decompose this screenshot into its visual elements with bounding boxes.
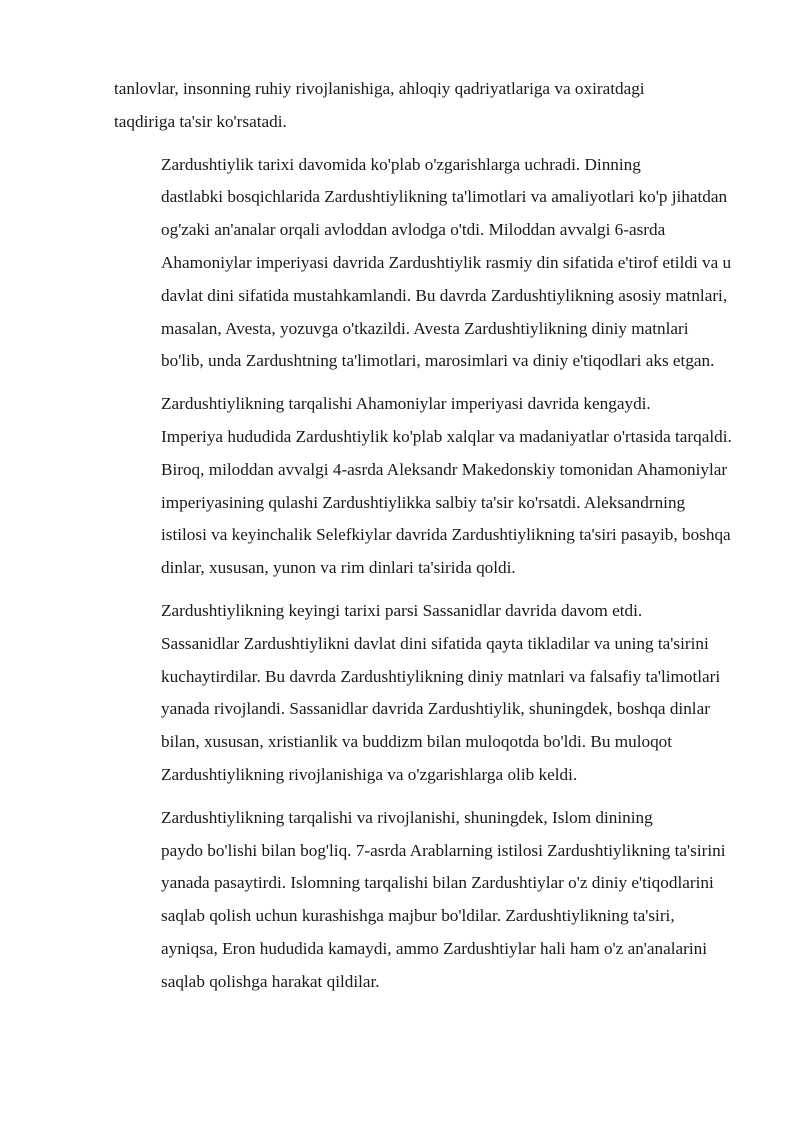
text-line: ayniqsa, Eron hududida kamaydi, ammo Zardushtiylar hali ham o'z an'analarini — [161, 938, 708, 958]
text-line: Zardushtiylikning keyingi tarixi parsi Sassanidlar davrida davom etdi. — [161, 600, 643, 620]
text-line: masalan, Avesta, yozuvga o'tkazildi. Avesta Zardushtiylikning diniy matnlari — [161, 318, 689, 338]
text-line: Imperiya hududida Zardushtiylik ko'plab xalqlar va madaniyatlar o'rtasida tarqaldi. — [161, 426, 732, 446]
text-line: kuchaytirdilar. Bu davrda Zardushtiylikning diniy matnlari va falsafiy ta'limotlari — [161, 666, 721, 686]
text-line: Biroq, miloddan avvalgi 4-asrda Aleksandr Makedonskiy tomonidan Ahamoniylar — [161, 459, 728, 479]
paragraph-continuation — [114, 73, 740, 139]
text-line: og'zaki an'analar orqali avloddan avlodga o'tdi. Miloddan avvalgi 6-asrda — [161, 220, 666, 240]
text-line: dastlabki bosqichlarida Zardushtiylikning ta'limotlari va amaliyotlari ko'p jihatdan — [161, 187, 728, 207]
paragraph-spread — [114, 388, 740, 585]
text-line: bilan, xususan, xristianlik va buddizm bilan muloqotda bo'ldi. Bu muloqot — [161, 732, 673, 752]
document-body — [114, 73, 740, 1009]
text-line: Sassanidlar Zardushtiylikni davlat dini sifatida qayta tikladilar va uning ta'sirini — [161, 633, 709, 653]
text-line: tanlovlar, insonning ruhiy rivojlanishiga, ahloqiy qadriyatlariga va oxiratdagi — [114, 79, 645, 98]
text-line: Zardushtiylikning tarqalishi va rivojlanishi, shuningdek, Islom dinining — [161, 807, 653, 827]
text-line: taqdiriga ta'sir ko'rsatadi. — [114, 111, 287, 131]
text-line: imperiyasining qulashi Zardushtiylikka salbiy ta'sir ko'rsatdi. Aleksandrning — [161, 492, 686, 512]
text-line: yanada rivojlandi. Sassanidlar davrida Zardushtiylik, shuningdek, boshqa dinlar — [161, 699, 710, 719]
text-line: istilosi va keyinchalik Selefkiylar davrida Zardushtiylikning ta'siri pasayib, boshqa — [161, 525, 731, 545]
text-line: paydo bo'lishi bilan bog'liq. 7-asrda Arablarning istilosi Zardushtiylikning ta'sirini — [161, 840, 726, 860]
text-line: davlat dini sifatida mustahkamlandi. Bu davrda Zardushtiylikning asosiy matnlari, — [161, 285, 728, 305]
paragraph-sassanids — [114, 595, 740, 792]
text-line: bo'lib, unda Zardushtning ta'limotlari, marosimlari va diniy e'tiqodlari aks etgan. — [161, 351, 715, 371]
text-line: Zardushtiylikning rivojlanishiga va o'zgarishlarga olib keldi. — [161, 764, 578, 784]
text-line: Zardushtiylikning tarqalishi Ahamoniylar imperiyasi davrida kengaydi. — [161, 394, 651, 414]
text-line: yanada pasaytirdi. Islomning tarqalishi bilan Zardushtiylar o'z diniy e'tiqodlarini — [161, 873, 714, 893]
text-line: Zardushtiylik tarixi davomida ko'plab o'zgarishlarga uchradi. Dinning — [161, 154, 641, 174]
text-line: Ahamoniylar imperiyasi davrida Zardushtiylik rasmiy din sifatida e'tirof etildi va u — [161, 252, 732, 272]
text-line: saqlab qolish uchun kurashishga majbur bo'ldilar. Zardushtiylikning ta'siri, — [161, 906, 675, 926]
paragraph-islam — [114, 802, 740, 999]
text-line: saqlab qolishga harakat qildilar. — [161, 971, 380, 991]
paragraph-history — [114, 149, 740, 379]
text-line: dinlar, xususan, yunon va rim dinlari ta'sirida qoldi. — [161, 558, 516, 578]
